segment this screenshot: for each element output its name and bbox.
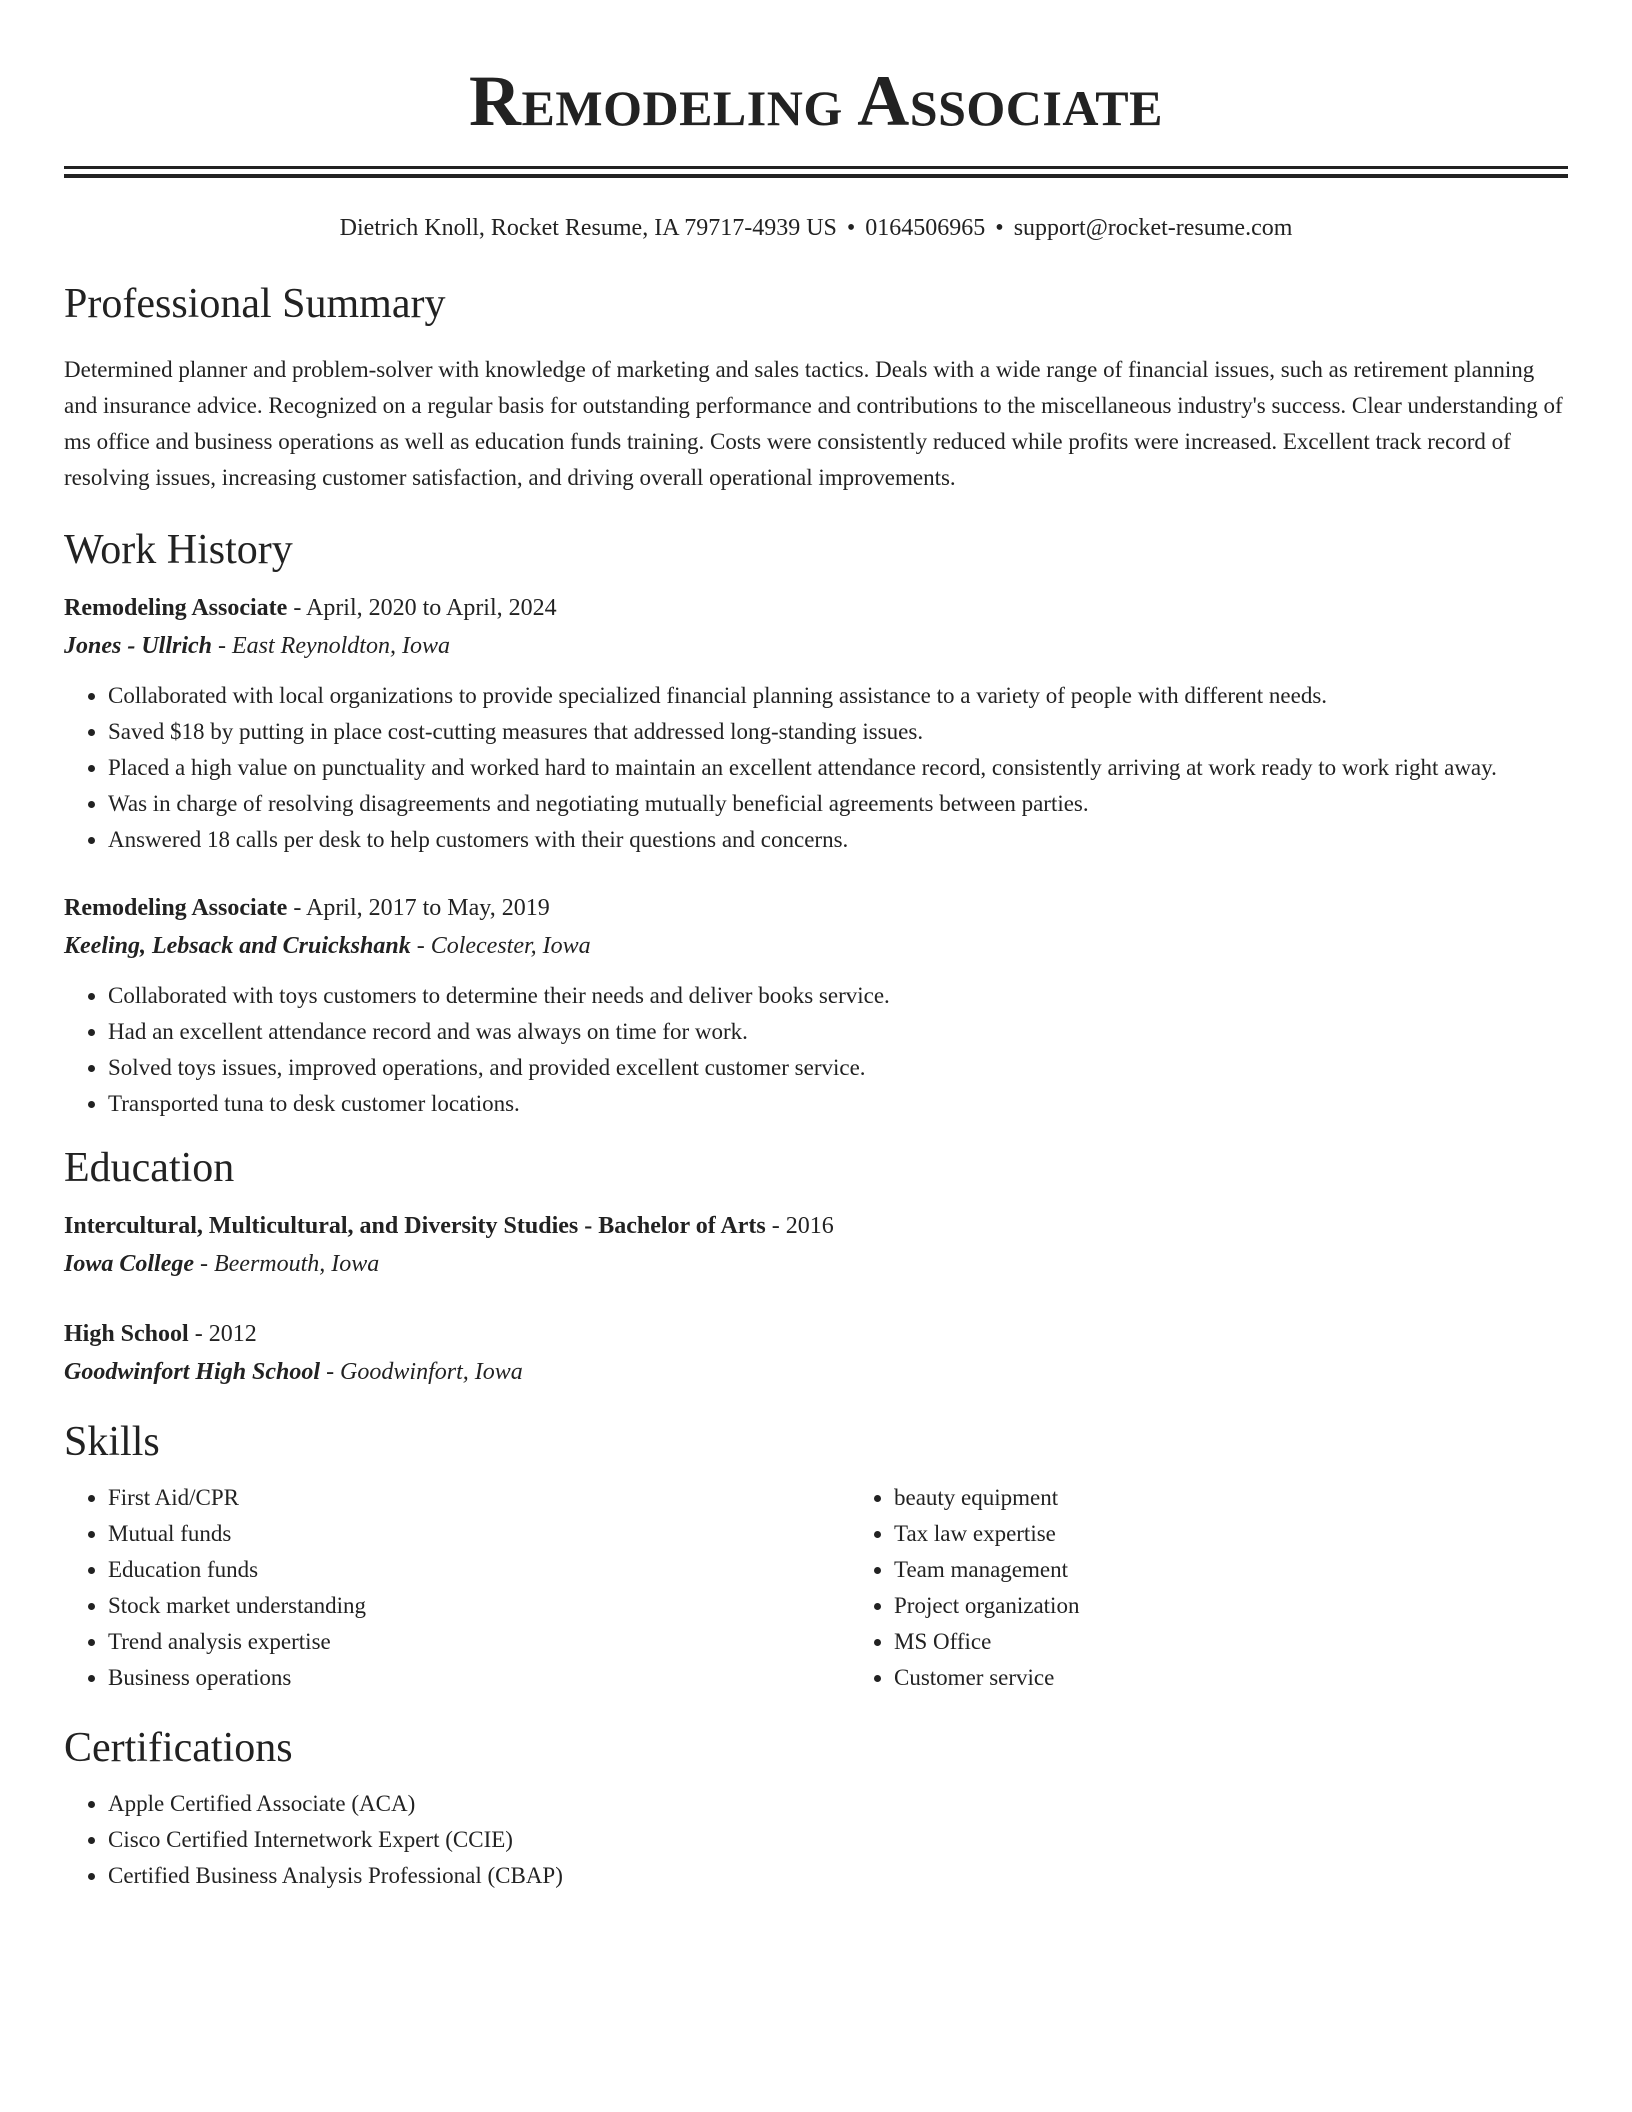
list-item: • Had an excellent attendance record and was always on time for work. — [108, 1014, 1568, 1050]
job-bullets — [64, 678, 1568, 858]
job-bullets — [64, 978, 1568, 1122]
list-item: • Answered 18 calls per desk to help customers with their questions and concerns. — [108, 822, 1568, 858]
degree-year: - 2016 — [765, 1213, 834, 1239]
skill-item: • Mutual funds — [108, 1516, 850, 1552]
certification-item: • Apple Certified Associate (ACA) — [108, 1786, 1568, 1822]
list-item: • Collaborated with toys customers to determine their needs and deliver books service. — [108, 978, 1568, 1014]
skill-item: • Tax law expertise — [894, 1516, 1568, 1552]
job-company-line — [64, 628, 1568, 664]
job-title-line — [64, 590, 1568, 626]
work-history-heading: Work History — [64, 527, 293, 573]
contact-email: support@rocket-resume.com — [1013, 215, 1293, 241]
resume-name: Remodeling Associate — [469, 61, 1163, 141]
skill-item: • MS Office — [894, 1624, 1568, 1660]
job-location: - East Reynoldton, Iowa — [212, 633, 450, 659]
degree: High School — [64, 1321, 189, 1347]
job-entry — [64, 590, 1568, 858]
list-item: • Collaborated with local organizations to provide specialized financial planning assistance to a variety of people with different needs. — [108, 678, 1568, 714]
job-title: Remodeling Associate — [64, 895, 288, 921]
skills-heading: Skills — [64, 1419, 160, 1465]
certifications-list — [64, 1786, 1568, 1894]
certifications-heading: Certifications — [64, 1725, 293, 1771]
school-line — [64, 1246, 1568, 1282]
school-location: - Beermouth, Iowa — [194, 1251, 380, 1277]
skill-item: • Team management — [894, 1552, 1568, 1588]
summary-heading: Professional Summary — [64, 281, 446, 327]
job-title-line — [64, 890, 1568, 926]
skills-column-right — [850, 1480, 1568, 1696]
job-location: - Colecester, Iowa — [410, 933, 591, 959]
certification-item: • Certified Business Analysis Professional (CBAP) — [108, 1858, 1568, 1894]
school-location: - Goodwinfort, Iowa — [320, 1359, 523, 1385]
contact-separator: • — [846, 215, 856, 241]
skill-item: • Trend analysis expertise — [108, 1624, 850, 1660]
list-item: • Transported tuna to desk customer locations. — [108, 1086, 1568, 1122]
job-title: Remodeling Associate — [64, 595, 288, 621]
job-dates: - April, 2020 to April, 2024 — [287, 595, 557, 621]
contact-phone: 0164506965 — [865, 215, 986, 241]
summary-text: Determined planner and problem-solver with knowledge of marketing and sales tactics. Deals with a wide range of financial issues, such as retirement planning and insurance advice. Recognized on a regular basis for outstanding performance and contributions to the miscellaneous industry's success. Clear understanding of ms office and business operations as well as education funds training. Costs were consistently reduced while profits were increased. Excellent track record of resolving issues, increasing customer satisfaction, and driving overall operational improvements. — [64, 357, 1563, 490]
degree: Intercultural, Multicultural, and Diversity Studies - Bachelor of Arts — [64, 1213, 766, 1239]
skill-item: • Project organization — [894, 1588, 1568, 1624]
certification-item: • Cisco Certified Internetwork Expert (CCIE) — [108, 1822, 1568, 1858]
job-company: Keeling, Lebsack and Cruickshank — [64, 933, 411, 959]
job-entry — [64, 890, 1568, 1122]
list-item: • Saved $18 by putting in place cost-cutting measures that addressed long-standing issues. — [108, 714, 1568, 750]
contact-address: Dietrich Knoll, Rocket Resume, IA 79717-4939 US — [339, 215, 837, 241]
skills-column-left — [64, 1480, 850, 1696]
degree-year: - 2012 — [188, 1321, 257, 1347]
skill-item: • Customer service — [894, 1660, 1568, 1696]
education-entry — [64, 1208, 1568, 1282]
skill-item: • Stock market understanding — [108, 1588, 850, 1624]
degree-line — [64, 1208, 1568, 1244]
school: Iowa College — [64, 1251, 194, 1277]
list-item: • Solved toys issues, improved operations, and provided excellent customer service. — [108, 1050, 1568, 1086]
education-entry — [64, 1316, 1568, 1390]
education-heading: Education — [64, 1145, 235, 1191]
skill-item: • First Aid/CPR — [108, 1480, 850, 1516]
school: Goodwinfort High School — [64, 1359, 321, 1385]
skills-grid — [64, 1480, 1568, 1696]
school-line — [64, 1354, 1568, 1390]
header-rule-top — [64, 166, 1568, 169]
skill-item: • Education funds — [108, 1552, 850, 1588]
job-company: Jones - Ullrich — [64, 633, 213, 659]
header-rule-bottom — [64, 174, 1568, 178]
contact-line — [64, 212, 1568, 244]
skill-item: • Business operations — [108, 1660, 850, 1696]
job-dates: - April, 2017 to May, 2019 — [287, 895, 550, 921]
list-item: • Placed a high value on punctuality and worked hard to maintain an excellent attendance record, consistently arriving at work ready to work right away. — [108, 750, 1568, 786]
degree-line — [64, 1316, 1568, 1352]
contact-separator: • — [995, 215, 1004, 241]
list-item: • Was in charge of resolving disagreements and negotiating mutually beneficial agreements between parties. — [108, 786, 1568, 822]
job-company-line — [64, 928, 1568, 964]
skill-item: • beauty equipment — [894, 1480, 1568, 1516]
